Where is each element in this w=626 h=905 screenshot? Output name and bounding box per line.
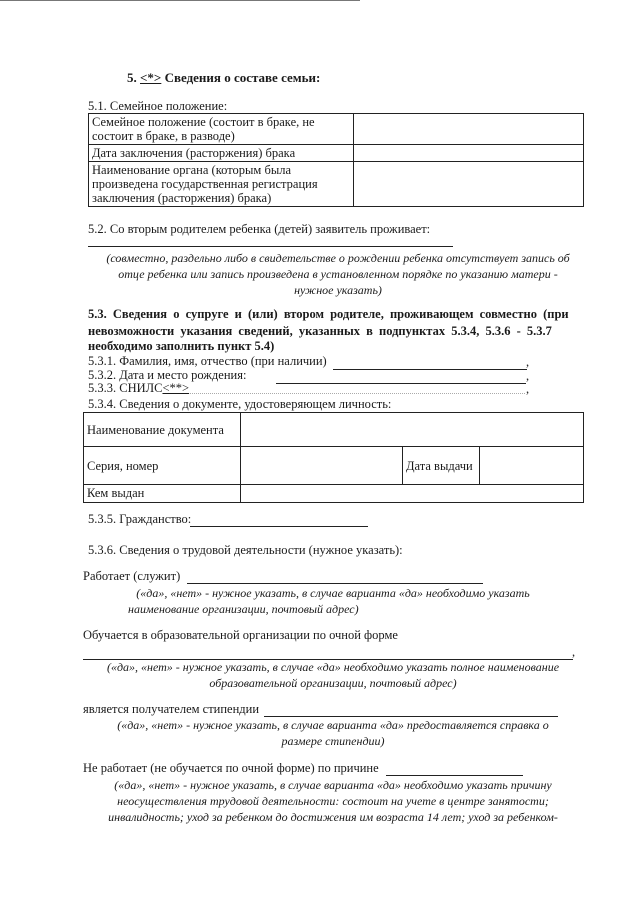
notwork-hint-1: («да», «нет» - нужное указать, в случае варианта «да» необходимо указать причину [114,778,552,792]
table-cell-label: Серия, номер [84,447,241,485]
table-cell-label: Наименование органа (которым была произведена государственная регистрация заключения (расторжения) брака) [89,162,354,207]
marital-table [88,113,584,207]
s52-hint-2: отце ребенка или запись произведена в установленном порядке по указанию матери - [118,267,558,281]
table-cell-value[interactable] [354,162,584,207]
works-label: Работает (служит) [83,569,181,583]
s535-label: 5.3.5. Гражданство: [88,512,192,526]
footnote-ref: <**> [162,381,190,395]
works-fill-line[interactable] [187,583,483,584]
s533-label [88,381,189,396]
notwork-hint-2: неосуществления трудовой деятельности: состоит на учете в центре занятости; [117,794,549,808]
comma: , [526,369,530,383]
comma: , [572,645,576,659]
table-row [84,485,584,503]
table-row [89,114,584,145]
notwork-hint-3: инвалидность; уход за ребенком до достижения им возраста 14 лет; уход за ребенком- [108,810,558,824]
footnote-ref: <*> [140,70,162,85]
stipend-label: является получателем стипендии [83,702,260,716]
stipend-hint-2: размере стипендии) [281,734,385,748]
top-rule [0,0,360,1]
table-cell-label: Кем выдан [84,485,241,503]
s533-text: 5.3.3. СНИЛС [88,381,163,395]
s52-fill-line[interactable] [88,246,453,247]
s531-fill-line[interactable] [333,369,527,370]
notwork-label: Не работает (не обучается по очной форме) по причине [83,761,379,775]
studies-hint-2: образовательной организации, почтовый адрес) [209,676,457,690]
s53-heading-1: 5.3. Сведения о супруге и (или) втором родителе, проживающем совместно (при [88,307,569,321]
comma: , [526,382,530,396]
s535-fill-line[interactable] [190,526,368,527]
s532-fill-line[interactable] [276,383,526,384]
section-number: 5. [127,70,137,85]
s52-hint-3: нужное указать) [294,283,382,297]
works-hint-1: («да», «нет» - нужное указать, в случае варианта «да» необходимо указать [136,586,530,600]
works-hint-2: наименование организации, почтовый адрес) [128,602,359,616]
comma: , [526,355,530,369]
table-row [89,145,584,162]
section-heading [127,70,320,86]
table-cell-label: Дата заключения (расторжения) брака [89,145,354,162]
table-cell-value[interactable] [354,114,584,145]
s53-heading-3: необходимо заполнить пункт 5.4) [88,339,275,353]
s532-label: 5.3.2. Дата и место рождения: [88,368,247,382]
table-cell-value[interactable] [480,447,584,485]
table-cell-label: Наименование документа [84,413,241,447]
table-cell-value[interactable] [241,485,584,503]
table-row [84,413,584,447]
table-cell-value[interactable] [354,145,584,162]
document-table [83,412,584,503]
notwork-fill-line[interactable] [386,775,523,776]
table-row [89,162,584,207]
s53-heading-2: невозможности указания сведений, указанных в подпунктах 5.3.4, 5.3.6 - 5.3.7 [88,324,552,338]
table-cell-value[interactable] [241,413,584,447]
studies-label: Обучается в образовательной организации по очной форме [83,628,398,642]
table-cell-label: Дата выдачи [403,447,480,485]
stipend-hint-1: («да», «нет» - нужное указать, в случае варианта «да» предоставляется справка о [117,718,549,732]
s536-label: 5.3.6. Сведения о трудовой деятельности (нужное указать): [88,543,403,557]
s52-hint-1: (совместно, раздельно либо в свидетельстве о рождении ребенка отсутствует запись об [106,251,570,265]
studies-hint-1: («да», «нет» - нужное указать, в случае «да» необходимо указать полное наименование [106,660,560,674]
s534-label: 5.3.4. Сведения о документе, удостоверяющем личность: [88,397,392,411]
table-cell-value[interactable] [241,447,403,485]
s52-label: 5.2. Со вторым родителем ребенка (детей) заявитель проживает: [88,222,431,236]
section-title: Сведения о составе семьи: [164,70,321,85]
table-cell-label: Семейное положение (состоит в браке, не состоит в браке, в разводе) [89,114,354,145]
s51-label: 5.1. Семейное положение: [88,99,228,113]
table-row [84,447,584,485]
s531-label: 5.3.1. Фамилия, имя, отчество (при наличии) [88,354,327,368]
s533-fill-line[interactable] [190,393,525,394]
